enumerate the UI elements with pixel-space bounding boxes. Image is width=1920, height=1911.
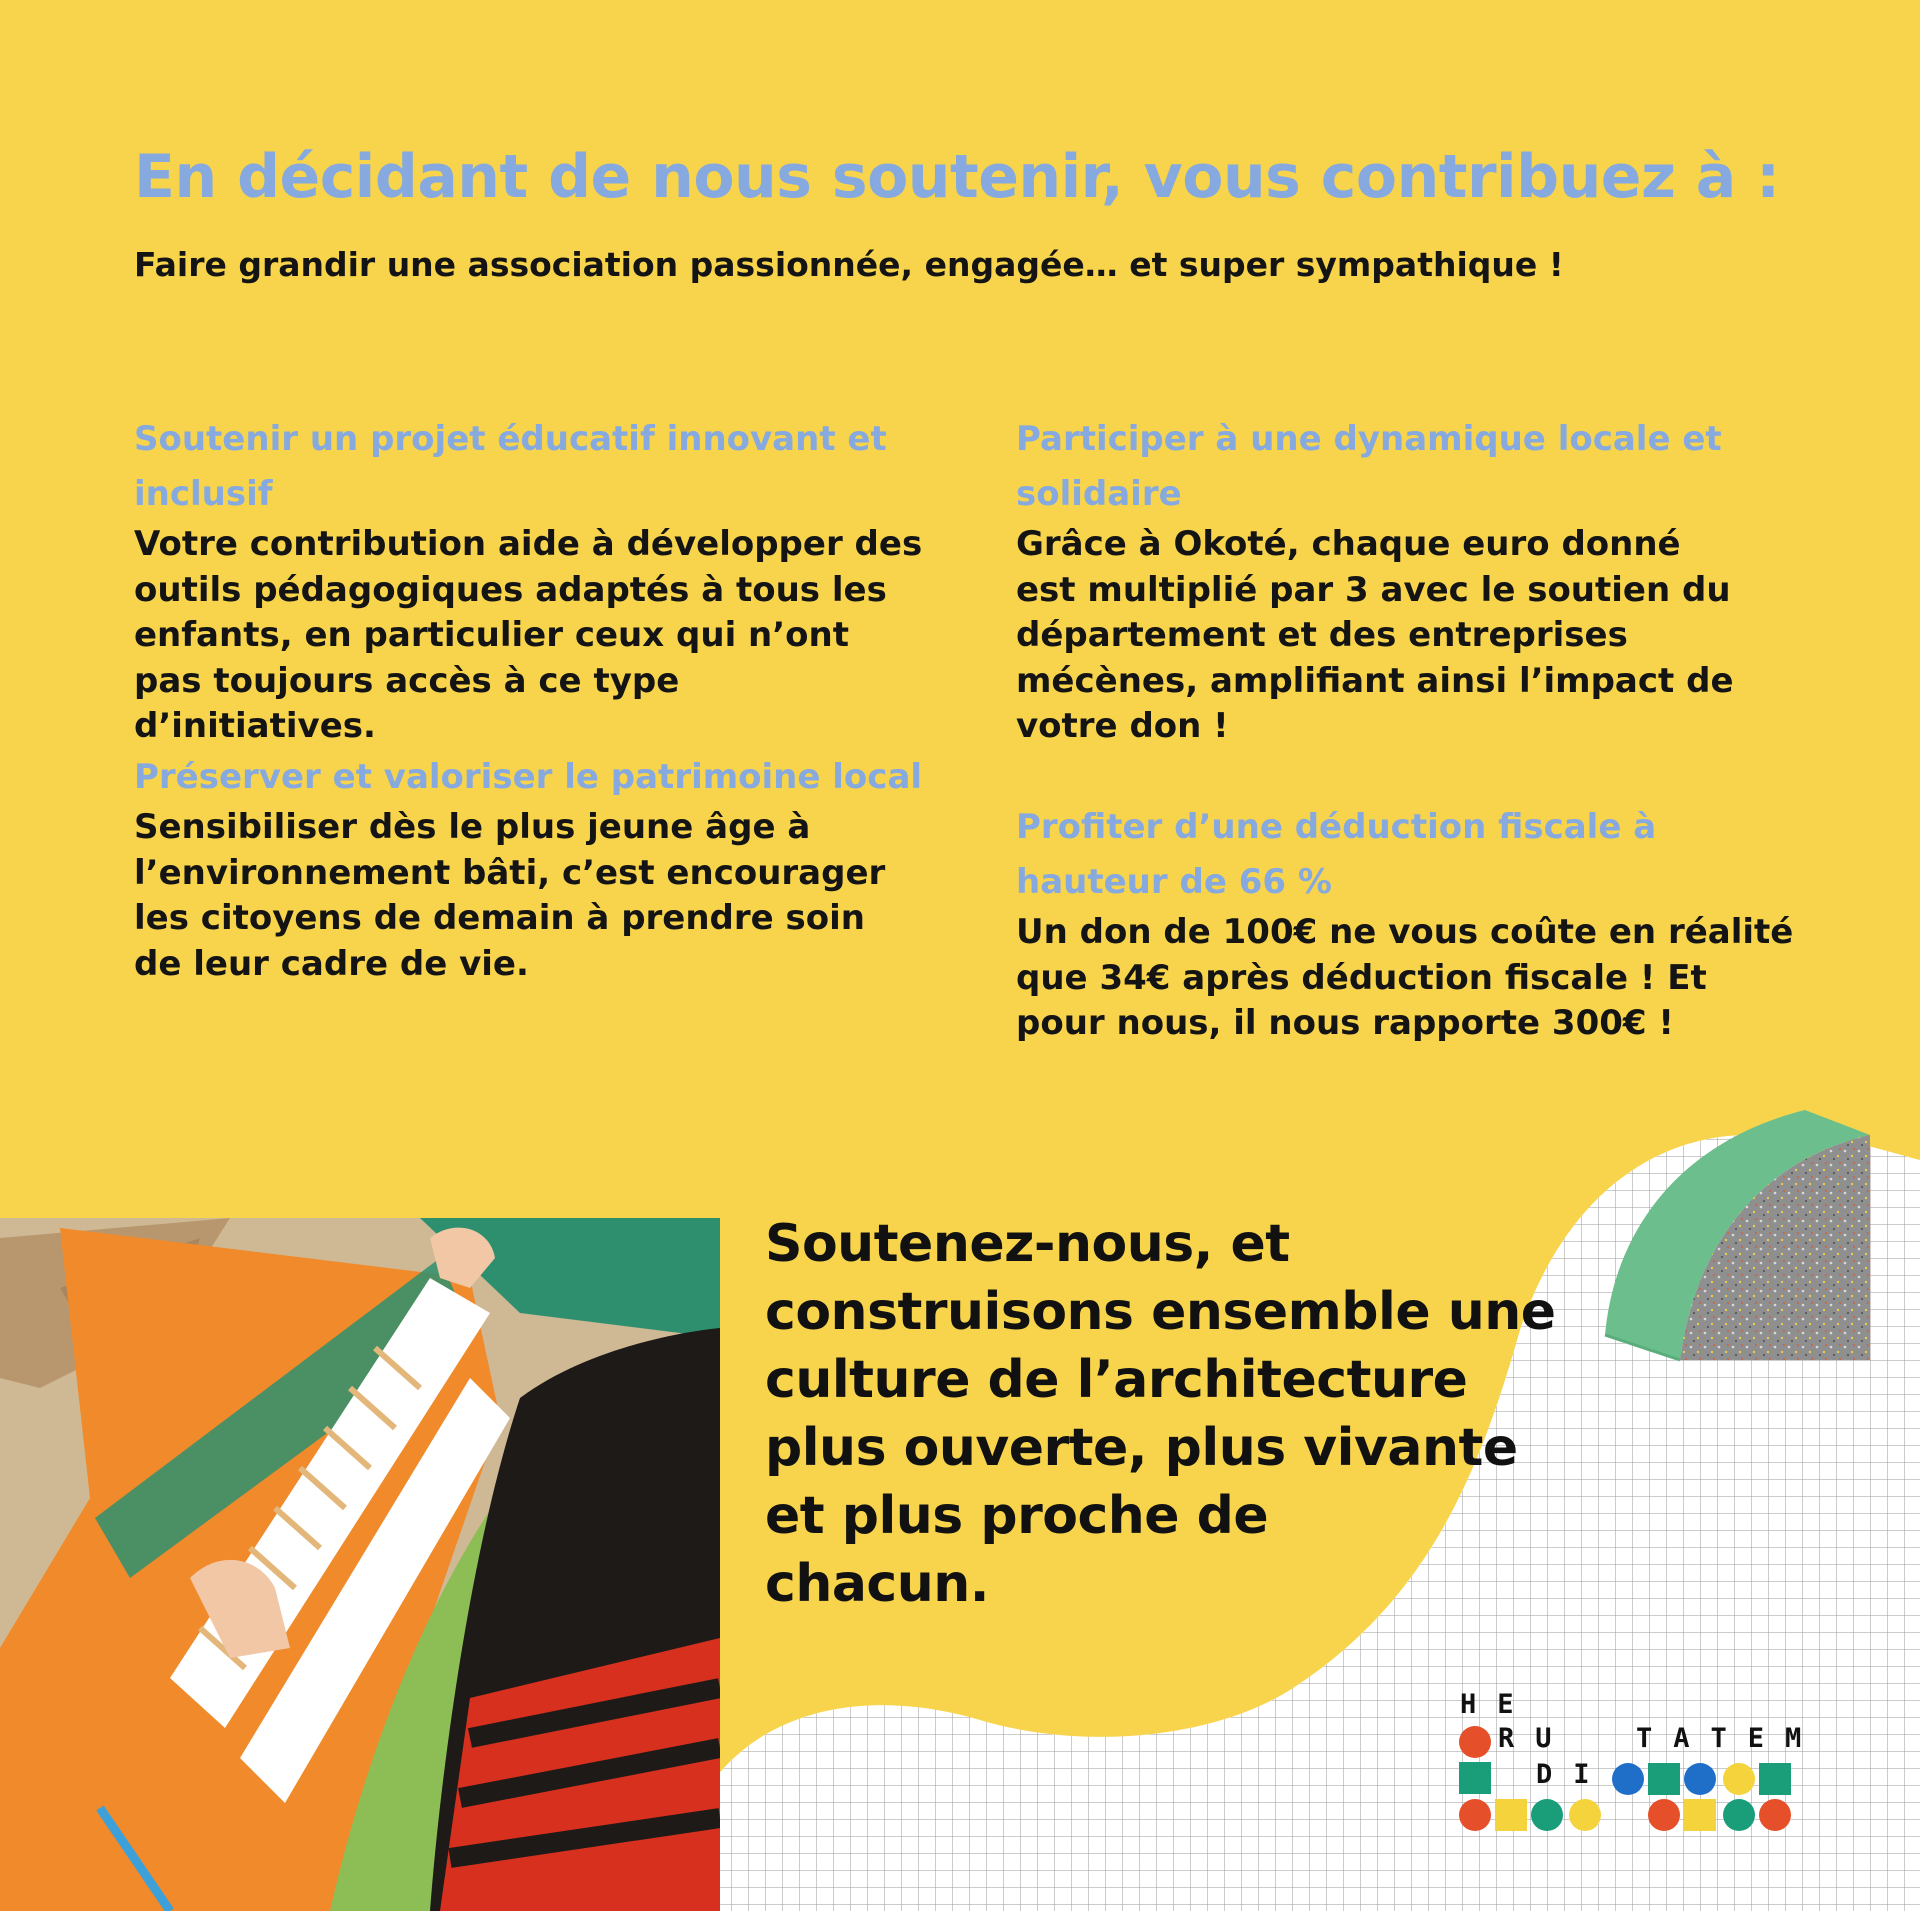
workshop-photo <box>0 1218 720 1911</box>
main-heading: En décidant de nous soutenir, vous contribuez à : <box>134 142 1780 212</box>
benefit-block-fiscal <box>1016 800 1806 1047</box>
logo-text: TATEM <box>1636 1723 1823 1754</box>
logo-text: DI <box>1536 1759 1611 1790</box>
benefit-text: Grâce à Okoté, chaque euro donné est multiplié par 3 avec le soutien du département et des entreprises mécènes, amplifiant ainsi l’impact de votre don ! <box>1016 524 1734 746</box>
cta-line: construisons ensemble une <box>765 1282 1556 1342</box>
cta-line: et plus proche de <box>765 1486 1269 1546</box>
call-to-action <box>765 1210 1665 1618</box>
subtitle: Faire grandir une association passionnée, engagée… et super sympathique ! <box>134 245 1564 284</box>
logo-text: HE <box>1460 1689 1535 1720</box>
logo-text: RU <box>1498 1723 1573 1754</box>
benefit-text: Un don de 100€ ne vous coûte en réalité que 34€ après déduction fiscale ! Et pour nous, il nous rapporte 300€ ! <box>1016 912 1794 1043</box>
benefit-text: Votre contribution aide à développer des outils pédagogiques adaptés à tous les enfants, en particulier ceux qui n’ont pas toujours accès à ce type d’initiatives. <box>134 524 923 746</box>
association-logo <box>1450 1689 1823 1840</box>
benefit-title: Soutenir un projet éducatif innovant et inclusif <box>134 419 887 514</box>
benefit-title: Participer à une dynamique locale et solidaire <box>1016 419 1722 514</box>
benefit-title: Profiter d’une déduction fiscale à hauteur de 66 % <box>1016 807 1657 902</box>
benefit-block-solidaire <box>1016 412 1806 750</box>
benefit-title: Préserver et valoriser le patrimoine local <box>134 757 923 797</box>
benefit-text: Sensibiliser dès le plus jeune âge à l’environnement bâti, c’est encourager les citoyens de demain à prendre soin de leur cadre de vie. <box>134 807 886 984</box>
logo-shapes <box>1450 1690 1810 1840</box>
cta-line: chacun. <box>765 1554 990 1614</box>
benefit-block-patrimoine <box>134 750 924 987</box>
benefit-block-educatif <box>134 412 924 750</box>
cta-line: plus ouverte, plus vivante <box>765 1418 1518 1478</box>
cta-line: culture de l’architecture <box>765 1350 1468 1410</box>
cta-line: Soutenez-nous, et <box>765 1214 1290 1274</box>
